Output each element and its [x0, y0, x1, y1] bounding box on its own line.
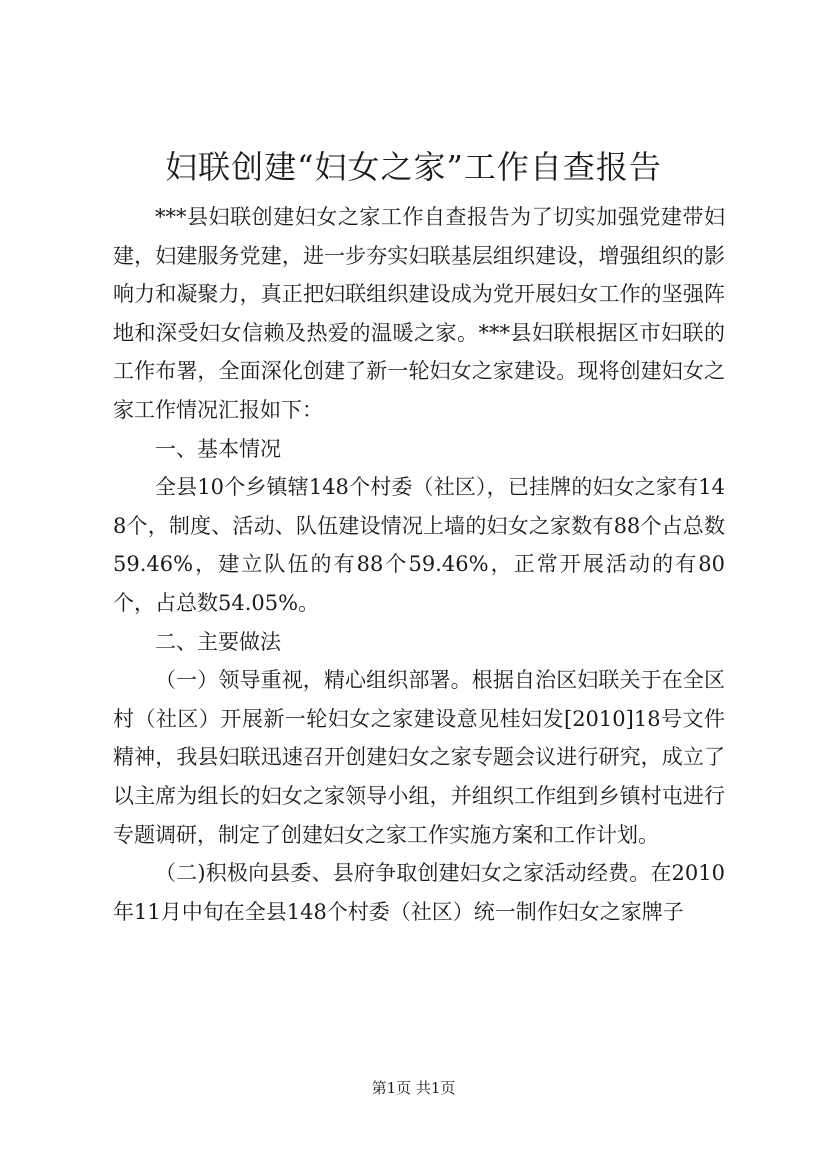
method-one-paragraph: （一）领导重视，精心组织部署。根据自治区妇联关于在全区村（社区）开展新一轮妇女之家建设意见桂妇发[2010]18号文件精神，我县妇联迅速召开创建妇女之家专题会议进行研究，成立了以主席为组长的妇女之家领导小组，并组织工作组到乡镇村屯进行专题调研，制定了创建妇女之家工作实施方案和工作计划。 [113, 668, 725, 847]
basic-situation-paragraph: 全县10个乡镇辖148个村委（社区），已挂牌的妇女之家有148个，制度、活动、队伍建设情况上墙的妇女之家数有88个占总数59.46%，建立队伍的有88个59.46%，正常开展活动的有80个，占总数54.05%。 [113, 475, 725, 615]
method-two-paragraph: （二)积极向县委、县府争取创建妇女之家活动经费。在2010年11月中旬在全县148个村委（社区）统一制作妇女之家牌子 [113, 861, 725, 924]
section-heading-methods: 二、主要做法 [155, 629, 281, 654]
intro-paragraph: ***县妇联创建妇女之家工作自查报告为了切实加强党建带妇建，妇建服务党建，进一步夯实妇联基层组织建设，增强组织的影响力和凝聚力，真正把妇联组织建设成为党开展妇女工作的坚强阵地和深受妇女信赖及热爱的温暖之家。***县妇联根据区市妇联的工作布署，全面深化创建了新一轮妇女之家建设。现将创建妇女之家工作情况汇报如下： [113, 205, 725, 422]
document-title: 妇联创建“妇女之家”工作自查报告 [165, 148, 662, 186]
section-heading-basic: 一、基本情况 [155, 436, 281, 461]
page-footer: 第1页 共1页 [371, 1079, 456, 1097]
document-body [113, 198, 725, 931]
